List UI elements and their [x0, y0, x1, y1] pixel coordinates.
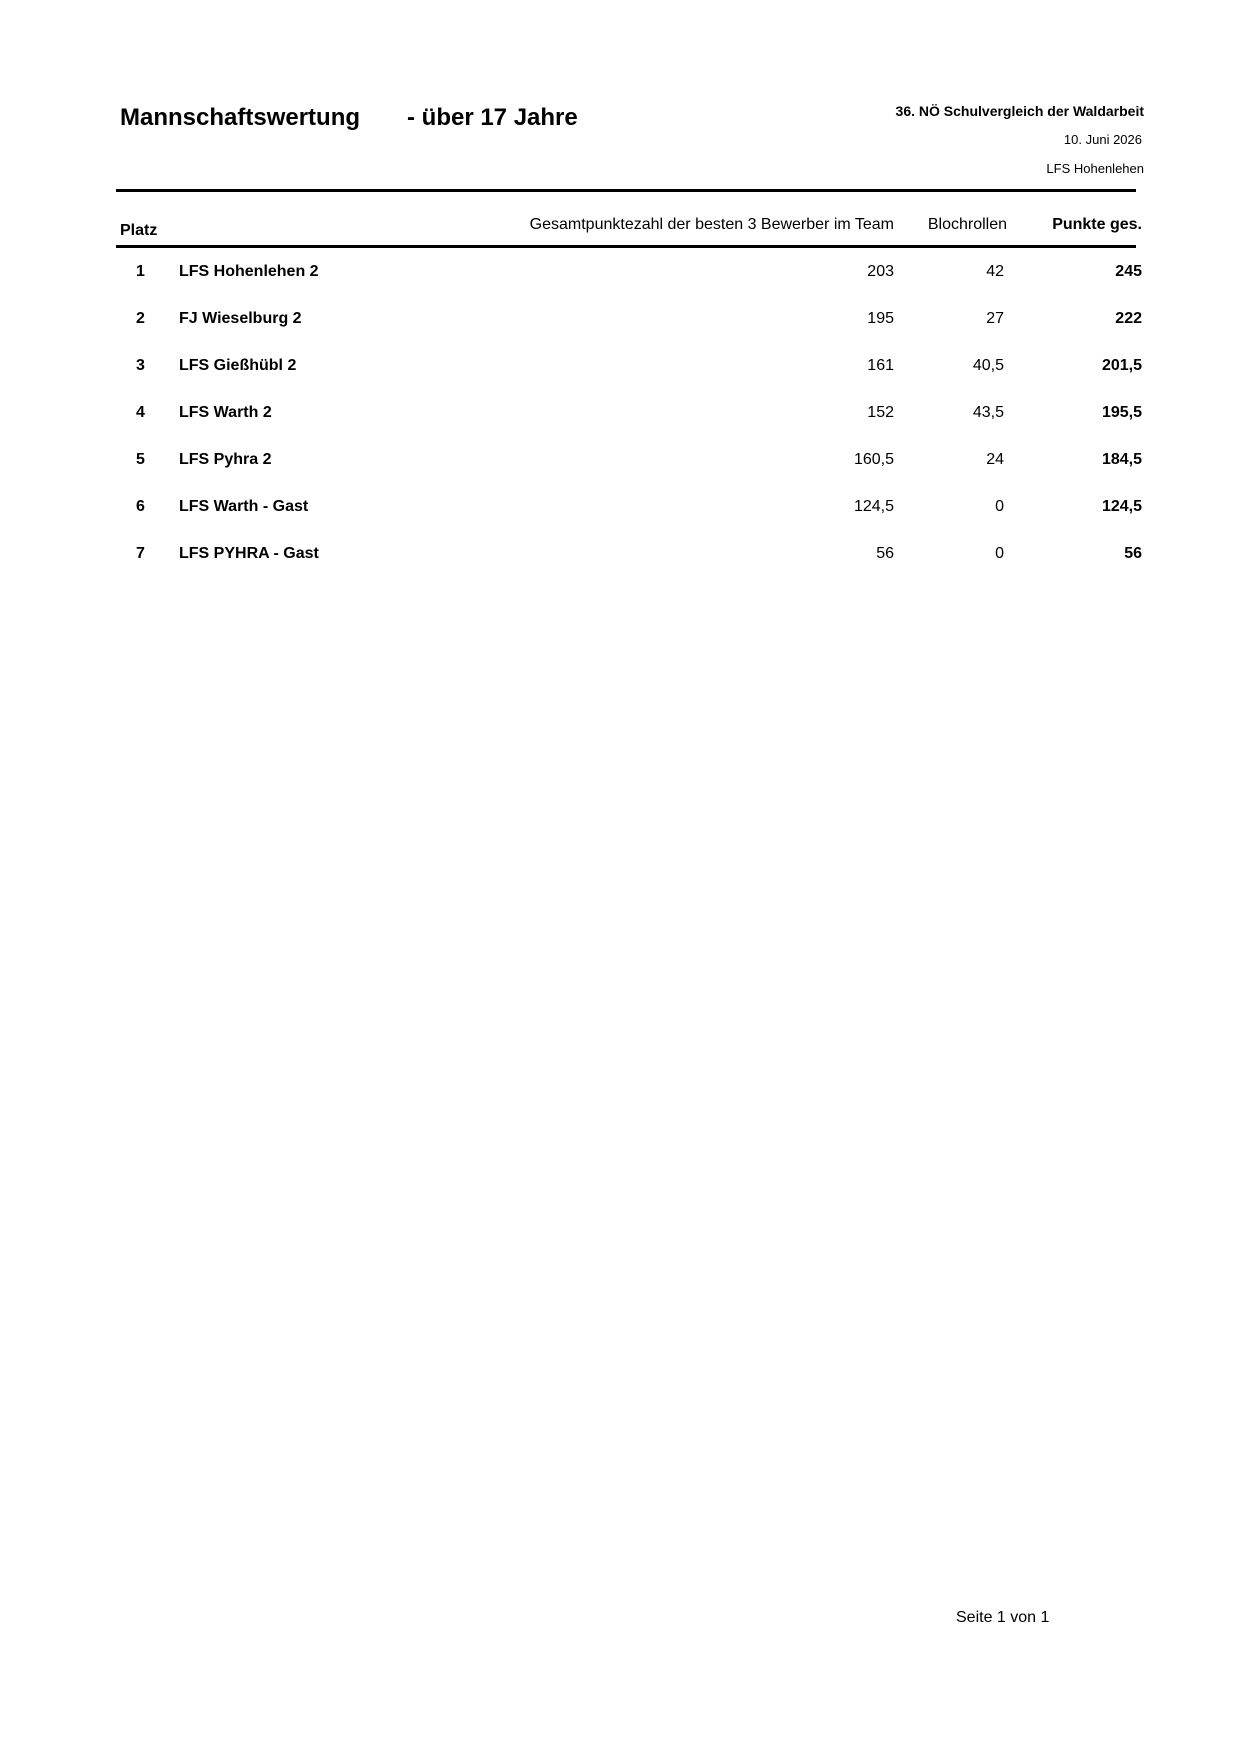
age-category: - über 17 Jahre	[407, 104, 578, 131]
points-cell: 56	[876, 545, 894, 562]
table-row	[0, 404, 1240, 428]
blochrollen-cell: 0	[995, 498, 1004, 515]
event-date: 10. Juni 2026	[1063, 132, 1142, 147]
total-cell: 245	[1115, 263, 1142, 280]
rank-cell: 5	[136, 451, 145, 468]
blochrollen-cell: 24	[986, 451, 1004, 468]
blochrollen-cell: 40,5	[972, 357, 1004, 374]
team-cell: LFS Hohenlehen 2	[179, 263, 319, 280]
rank-cell: 3	[136, 357, 145, 374]
team-cell: LFS Pyhra 2	[179, 451, 272, 468]
table-row	[0, 357, 1240, 381]
total-cell: 195,5	[1101, 404, 1142, 421]
rank-cell: 7	[136, 545, 145, 562]
table-row	[0, 498, 1240, 522]
points-cell: 203	[867, 263, 894, 280]
page-title: Mannschaftswertung	[120, 104, 361, 131]
table-row	[0, 263, 1240, 287]
team-cell: LFS PYHRA - Gast	[179, 545, 319, 562]
event-name: 36. NÖ Schulvergleich der Waldarbeit	[895, 103, 1144, 119]
team-cell: FJ Wieselburg 2	[179, 310, 302, 327]
total-cell: 222	[1115, 310, 1142, 327]
rank-cell: 1	[136, 263, 145, 280]
table-row	[0, 451, 1240, 475]
rank-cell: 2	[136, 310, 145, 327]
total-cell: 201,5	[1101, 357, 1142, 374]
column-header-blochrollen: Blochrollen	[927, 216, 1007, 233]
team-cell: LFS Warth 2	[179, 404, 272, 421]
total-cell: 56	[1124, 545, 1142, 562]
column-header-place: Platz	[120, 222, 158, 239]
column-header-total: Punkte ges.	[1052, 216, 1142, 233]
points-cell: 161	[867, 357, 894, 374]
blochrollen-cell: 43,5	[972, 404, 1004, 421]
points-cell: 195	[867, 310, 894, 327]
rank-cell: 6	[136, 498, 145, 515]
table-row	[0, 545, 1240, 569]
table-row	[0, 310, 1240, 334]
blochrollen-cell: 42	[986, 263, 1004, 280]
event-venue: LFS Hohenlehen	[1046, 161, 1144, 176]
points-cell: 160,5	[853, 451, 894, 468]
team-cell: LFS Gießhübl 2	[179, 357, 297, 374]
column-header-points: Gesamtpunktezahl der besten 3 Bewerber im Team	[529, 216, 894, 233]
blochrollen-cell: 0	[995, 545, 1004, 562]
points-cell: 124,5	[853, 498, 894, 515]
rank-cell: 4	[136, 404, 145, 421]
total-cell: 184,5	[1101, 451, 1142, 468]
table-header-divider	[116, 245, 1136, 248]
total-cell: 124,5	[1101, 498, 1142, 515]
page-number: Seite 1 von 1	[956, 1609, 1050, 1626]
header-divider	[116, 189, 1136, 192]
points-cell: 152	[867, 404, 894, 421]
blochrollen-cell: 27	[986, 310, 1004, 327]
team-cell: LFS Warth - Gast	[179, 498, 309, 515]
